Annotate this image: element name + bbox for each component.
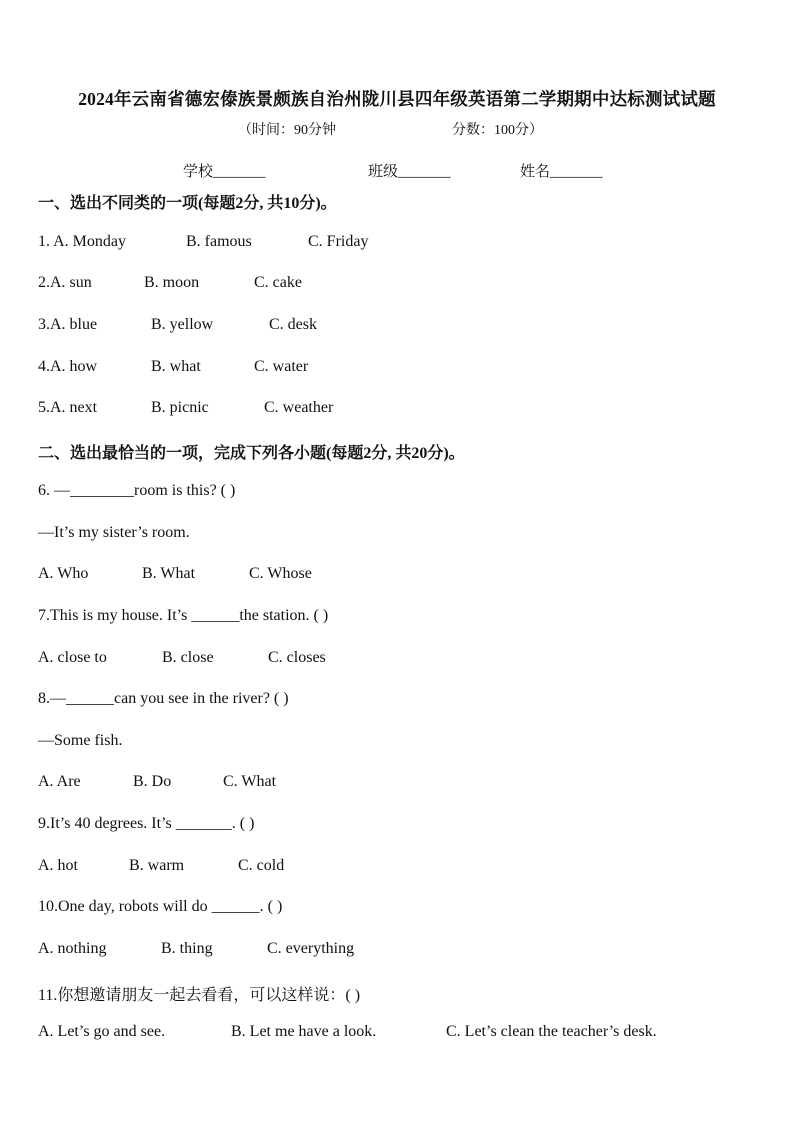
q5-option-b: B. picnic xyxy=(151,399,209,416)
section-1-heading: 一、选出不同类的一项(每题2分, 共10分)。 xyxy=(38,195,337,212)
question-8-stem: 8.—______can you see in the river? ( ) xyxy=(38,690,289,707)
exam-title: 2024年云南省德宏傣族景颇族自治州陇川县四年级英语第二学期期中达标测试试题 xyxy=(78,89,716,109)
question-9-stem: 9.It’s 40 degrees. It’s _______. ( ) xyxy=(38,815,255,832)
question-6-reply: —It’s my sister’s room. xyxy=(38,524,190,541)
q8-option-c: C. What xyxy=(223,773,277,790)
q8-option-b: B. Do xyxy=(133,773,172,790)
q3-option-a: 3.A. blue xyxy=(38,316,98,333)
q3-option-c: C. desk xyxy=(269,316,317,333)
q2-option-b: B. moon xyxy=(144,274,200,291)
q10-option-a: A. nothing xyxy=(38,940,107,957)
q8-option-a: A. Are xyxy=(38,773,81,790)
q4-option-b: B. what xyxy=(151,358,201,375)
q5-option-c: C. weather xyxy=(264,399,334,416)
q7-option-a: A. close to xyxy=(38,649,107,666)
q10-option-b: B. thing xyxy=(161,940,213,957)
question-7-stem: 7.This is my house. It’s ______the station. ( ) xyxy=(38,607,329,624)
q4-option-c: C. water xyxy=(254,358,309,375)
q9-option-c: C. cold xyxy=(238,857,285,874)
exam-time: （时间：90分钟 xyxy=(238,123,336,138)
q6-option-a: A. Who xyxy=(38,565,89,582)
q3-option-b: B. yellow xyxy=(151,316,214,333)
q2-option-a: 2.A. sun xyxy=(38,274,92,291)
q10-option-c: C. everything xyxy=(267,940,355,957)
question-11-stem: 11.你想邀请朋友一起去看看，可以这样说：( ) xyxy=(38,987,361,1004)
exam-score: 分数：100分） xyxy=(452,123,543,138)
question-8-reply: —Some fish. xyxy=(38,732,123,749)
name-field: 姓名_______ xyxy=(520,164,603,180)
q6-option-b: B. What xyxy=(142,565,196,582)
q1-option-a: 1. A. Monday xyxy=(38,233,126,250)
question-6-stem: 6. —________room is this? ( ) xyxy=(38,482,236,499)
section-2-heading: 二、选出最恰当的一项，完成下列各小题(每题2分, 共20分)。 xyxy=(38,445,465,462)
q11-option-b: B. Let me have a look. xyxy=(231,1023,377,1040)
q11-option-a: A. Let’s go and see. xyxy=(38,1023,166,1040)
q9-option-b: B. warm xyxy=(129,857,185,874)
q1-option-c: C. Friday xyxy=(308,233,369,250)
q11-option-c: C. Let’s clean the teacher’s desk. xyxy=(446,1023,657,1040)
q7-option-c: C. closes xyxy=(268,649,326,666)
q7-option-b: B. close xyxy=(162,649,214,666)
q2-option-c: C. cake xyxy=(254,274,302,291)
q6-option-c: C. Whose xyxy=(249,565,312,582)
class-field: 班级_______ xyxy=(368,164,451,180)
q5-option-a: 5.A. next xyxy=(38,399,98,416)
q4-option-a: 4.A. how xyxy=(38,358,98,375)
school-field: 学校_______ xyxy=(183,164,266,180)
q1-option-b: B. famous xyxy=(186,233,252,250)
question-10-stem: 10.One day, robots will do ______. ( ) xyxy=(38,898,283,915)
q9-option-a: A. hot xyxy=(38,857,78,874)
